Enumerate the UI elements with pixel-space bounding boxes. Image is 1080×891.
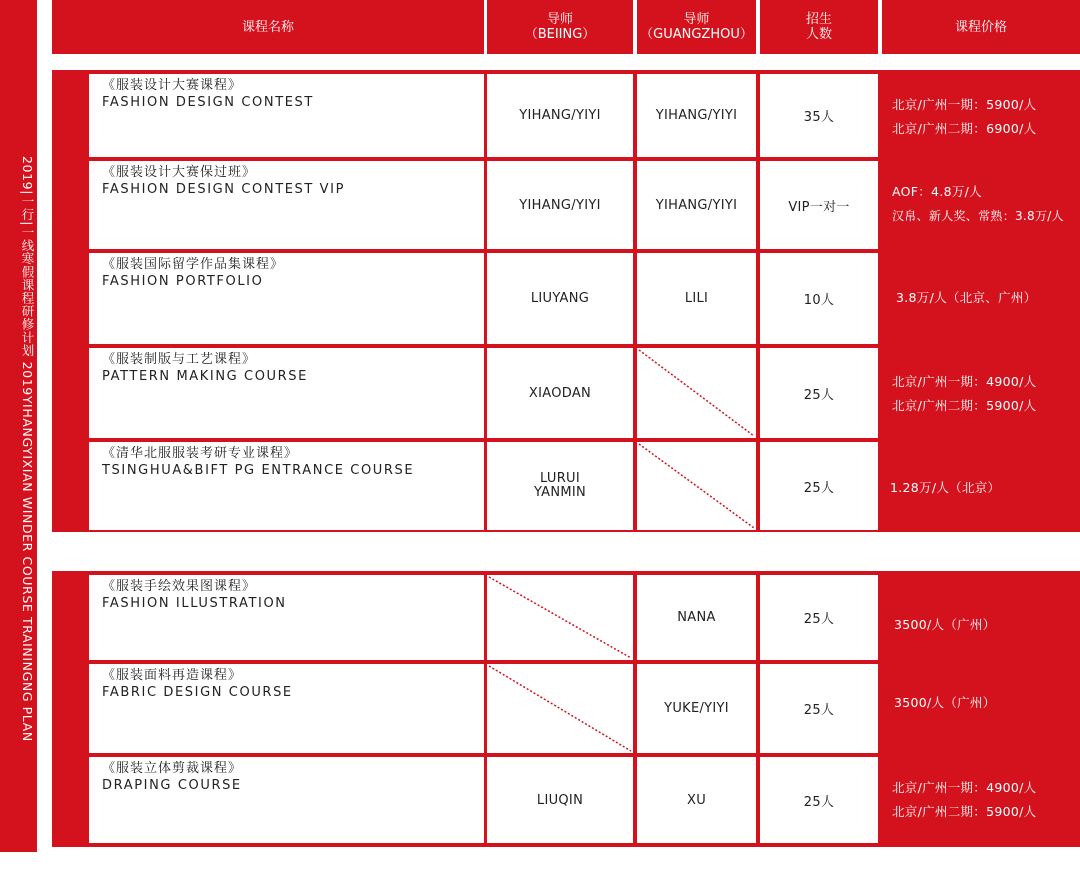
course-name-en: PATTERN MAKING COURSE	[102, 369, 308, 384]
tutor-guangzhou-cell: YIHANG/YIYI	[637, 161, 756, 249]
price-line: 3.8万/人（北京、广州）	[896, 290, 1037, 305]
header-tutor-beijing-sub: （BEIING）	[524, 27, 596, 42]
header-tutor-guangzhou-sub: （GUANGZHOU）	[640, 27, 753, 42]
enrollment-cell: 25人	[760, 348, 878, 438]
enrollment-cell: 35人	[760, 74, 878, 157]
price-cell	[896, 260, 1080, 336]
price-cell	[894, 585, 1080, 665]
header-course-name-label: 课程名称	[241, 19, 294, 35]
tutor-beijing-cell: YIHANG/YIYI	[487, 161, 633, 249]
tutor-beijing-cell: XIAODAN	[487, 348, 633, 438]
tutor-guangzhou-cell: LILI	[637, 253, 756, 344]
tutor-guangzhou-cell: YIHANG/YIYI	[637, 74, 756, 157]
header-tutor-beijing	[487, 0, 633, 54]
tutor-beijing-cell: YIHANG/YIYI	[487, 74, 633, 157]
table-row	[89, 161, 484, 249]
course-name-cn: 《服装面料再造课程》	[102, 668, 243, 683]
course-name-en: DRAPING COURSE	[102, 778, 242, 793]
price-cell	[892, 356, 1080, 432]
empty-cell-diagonal	[487, 664, 633, 753]
price-line: 北京/广州一期：4900/人	[892, 780, 1037, 795]
header-enrollment-label: 招生	[805, 12, 832, 27]
tutor-beijing-cell	[487, 442, 633, 530]
price-line: 北京/广州二期：6900/人	[892, 121, 1037, 136]
empty-cell-diagonal	[487, 575, 633, 660]
header-enrollment	[760, 0, 878, 54]
course-name-cn: 《清华北服服装考研专业课程》	[102, 446, 299, 461]
price-line: 汉帛、新人奖、常熟：3.8万/人	[892, 209, 1064, 223]
empty-cell-diagonal	[637, 348, 756, 438]
tutor-guangzhou-cell: YUKE/YIYI	[637, 664, 756, 753]
course-name-cn: 《服装设计大赛保过班》	[102, 165, 257, 180]
table-row	[89, 348, 484, 438]
header-price	[882, 0, 1080, 54]
header-enrollment-sub: 人数	[805, 27, 832, 42]
tutor-beijing-cell-empty	[487, 664, 633, 753]
price-cell	[892, 168, 1080, 240]
price-line: 北京/广州二期：5900/人	[892, 398, 1037, 413]
side-title-bar	[0, 0, 37, 852]
course-name-en: FASHION DESIGN CONTEST	[102, 95, 314, 110]
price-line: 3500/人（广州）	[894, 617, 996, 632]
tutor-name: LURUI	[540, 471, 580, 486]
enrollment-cell: 25人	[760, 664, 878, 753]
side-title: 2019|一行|一线寒假课程研修计划 2019YIHANGYIXIAN WINDER COURSE TRAININGNG PLAN	[20, 156, 35, 742]
price-line: 北京/广州一期：5900/人	[892, 97, 1037, 112]
price-line: 北京/广州一期：4900/人	[892, 374, 1037, 389]
course-name-cn: 《服装手绘效果图课程》	[102, 579, 257, 594]
course-name-cn: 《服装立体剪裁课程》	[102, 761, 243, 776]
header-tutor-guangzhou	[637, 0, 756, 54]
table-row	[89, 757, 484, 843]
course-name-en: FASHION DESIGN CONTEST VIP	[102, 182, 346, 197]
enrollment-cell: 10人	[760, 253, 878, 344]
empty-cell-diagonal	[637, 442, 756, 530]
tutor-guangzhou-cell: NANA	[637, 575, 756, 660]
table-row	[89, 253, 484, 344]
course-name-en: FASHION PORTFOLIO	[102, 274, 264, 289]
price-cell	[894, 665, 1080, 741]
header-tutor-guangzhou-label: 导师	[683, 12, 710, 27]
course-name-en: FASHION ILLUSTRATION	[102, 596, 287, 611]
header-course-name	[52, 0, 484, 54]
enrollment-cell: VIP一对一	[760, 161, 878, 249]
enrollment-cell: 25人	[760, 757, 878, 843]
tutor-guangzhou-cell: XU	[637, 757, 756, 843]
header-tutor-beijing-label: 导师	[546, 12, 573, 27]
enrollment-cell: 25人	[760, 575, 878, 660]
price-line: 北京/广州二期：5900/人	[892, 804, 1037, 819]
price-cell	[892, 82, 1080, 152]
table-row	[89, 664, 484, 753]
course-name-en: TSINGHUA&BIFT PG ENTRANCE COURSE	[102, 463, 415, 478]
course-name-en: FABRIC DESIGN COURSE	[102, 685, 293, 700]
table-row	[89, 74, 484, 157]
course-name-cn: 《服装制版与工艺课程》	[102, 352, 257, 367]
price-line: 1.28万/人（北京）	[890, 480, 1001, 495]
price-line: AOF：4.8万/人	[892, 184, 982, 199]
course-name-cn: 《服装国际留学作品集课程》	[102, 257, 285, 272]
price-cell	[892, 762, 1080, 838]
course-name-cn: 《服装设计大赛课程》	[102, 78, 243, 93]
table-row	[89, 575, 484, 660]
tutor-name: YANMIN	[533, 485, 587, 500]
tutor-guangzhou-cell-empty	[637, 348, 756, 438]
price-line: 3500/人（广州）	[894, 695, 996, 710]
header-price-label: 课程价格	[954, 19, 1007, 35]
table-row	[89, 442, 484, 530]
tutor-guangzhou-cell-empty	[637, 442, 756, 530]
tutor-beijing-cell: LIUYANG	[487, 253, 633, 344]
price-cell	[890, 450, 1080, 526]
tutor-beijing-cell-empty	[487, 575, 633, 660]
tutor-beijing-cell: LIUQIN	[487, 757, 633, 843]
enrollment-cell: 25人	[760, 442, 878, 530]
